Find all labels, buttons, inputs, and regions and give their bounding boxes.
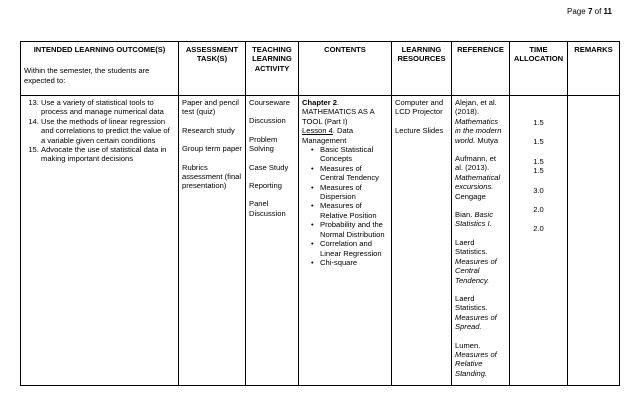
activity-item: Discussion: [249, 116, 286, 126]
chapter-label: Chapter 2: [302, 98, 338, 107]
time-value: 2.0: [533, 224, 544, 234]
assessment-item: Paper and pencil test (quiz): [182, 98, 239, 117]
time-value: 1.5: [533, 137, 544, 147]
activity-item: Reporting: [249, 181, 282, 191]
reference-item: Bian. Basic Statistics I.: [455, 210, 494, 229]
activity-item: Problem Solving: [249, 134, 278, 154]
header-time: TIME ALLOCATION: [510, 42, 568, 96]
topic-item: • Probability and the Normal Distribution: [313, 220, 388, 239]
topic-item: • Chi-square: [313, 258, 388, 267]
outcome-item: 13. Use a variety of statistical tools to process and manage numerical data: [41, 98, 175, 117]
assessment-item: Rubrics assessment (final presentation): [182, 162, 242, 191]
outcome-item: 15. Advocate the use of statistical data in making important decisions: [41, 145, 175, 164]
syllabus-table: [20, 41, 620, 386]
topic-item: • Measures of Relative Position: [313, 201, 388, 220]
header-contents: CONTENTS: [299, 42, 392, 96]
topic-item: • Measures of Dispersion: [313, 183, 388, 202]
activity-cell: [246, 96, 299, 386]
resources-cell: [392, 96, 452, 386]
activity-item: Case Study: [249, 162, 289, 172]
topic-item: • Basic Statistical Concepts: [313, 145, 388, 164]
lesson-title: . Data Management: [302, 126, 354, 145]
reference-item: Aufmann, et al. (2013). Mathematical excursions. Cengage: [455, 154, 501, 201]
header-ilo: INTENDED LEARNING OUTCOME(S) Within the semester, the students are expected to:: [21, 42, 179, 96]
reference-item: Laerd Statistics. Measures of Spread.: [455, 293, 497, 332]
reference-item: Lumen. Measures of Relative Standing.: [455, 340, 497, 378]
topic-item: • Measures of Central Tendency: [313, 164, 388, 183]
content-row: [21, 96, 620, 386]
reference-cell: [452, 96, 510, 386]
header-reference: REFERENCE: [452, 42, 510, 96]
reference-item: Alejan, et al. (2018). Mathematics in the modern world. Mutya: [455, 98, 502, 145]
lesson-label: Lesson 4: [302, 126, 333, 136]
reference-item: Laerd Statistics. Measures of Central Tendency.: [455, 237, 497, 285]
assessment-cell: [179, 96, 246, 386]
time-value: 1.5: [533, 166, 544, 176]
topic-item: • Correlation and Linear Regression: [313, 239, 388, 258]
activity-item: Panel Discussion: [249, 199, 286, 218]
remarks-cell: [568, 96, 620, 386]
outcomes-cell: [21, 96, 179, 386]
header-ilo-subtext: Within the semester, the students are expected to:: [24, 66, 150, 85]
assessment-item: Research study: [182, 125, 235, 135]
header-resources: LEARNING RESOURCES: [392, 42, 452, 96]
time-value: 3.0: [533, 185, 544, 195]
assessment-item: Group term paper: [182, 144, 242, 154]
time-value: 1.5: [533, 118, 544, 127]
resource-item: Computer and LCD Projector: [395, 98, 444, 117]
outcome-item: 14. Use the methods of linear regression and correlations to predict the value of a variable given certain conditions: [41, 117, 175, 145]
time-cell: [510, 96, 568, 386]
header-assessment: ASSESSMENT TASK(S): [179, 42, 246, 96]
time-value: 2.0: [533, 205, 544, 215]
resource-item: Lecture Slides: [395, 125, 444, 135]
chapter-title: MATHEMATICS AS A TOOL (Part I): [302, 107, 375, 126]
header-row: [21, 42, 620, 96]
time-value: 1.5: [533, 156, 544, 166]
header-remarks: REMARKS: [568, 42, 620, 96]
header-teaching: TEACHING LEARNING ACTIVITY: [246, 42, 299, 96]
contents-cell: Chapter 2. MATHEMATICS AS A TOOL (Part I) Lesson 4. Data Management • Basic Statistical Concepts • Measures of Central Tendency • Measures of Dispersion • Measures of Relative Position • Probability and the Normal Distribution • Correlation and Linear Regression • Chi-square: [299, 96, 392, 386]
page-number: Page 7 of 11: [567, 7, 612, 16]
activity-item: Courseware: [249, 98, 290, 107]
